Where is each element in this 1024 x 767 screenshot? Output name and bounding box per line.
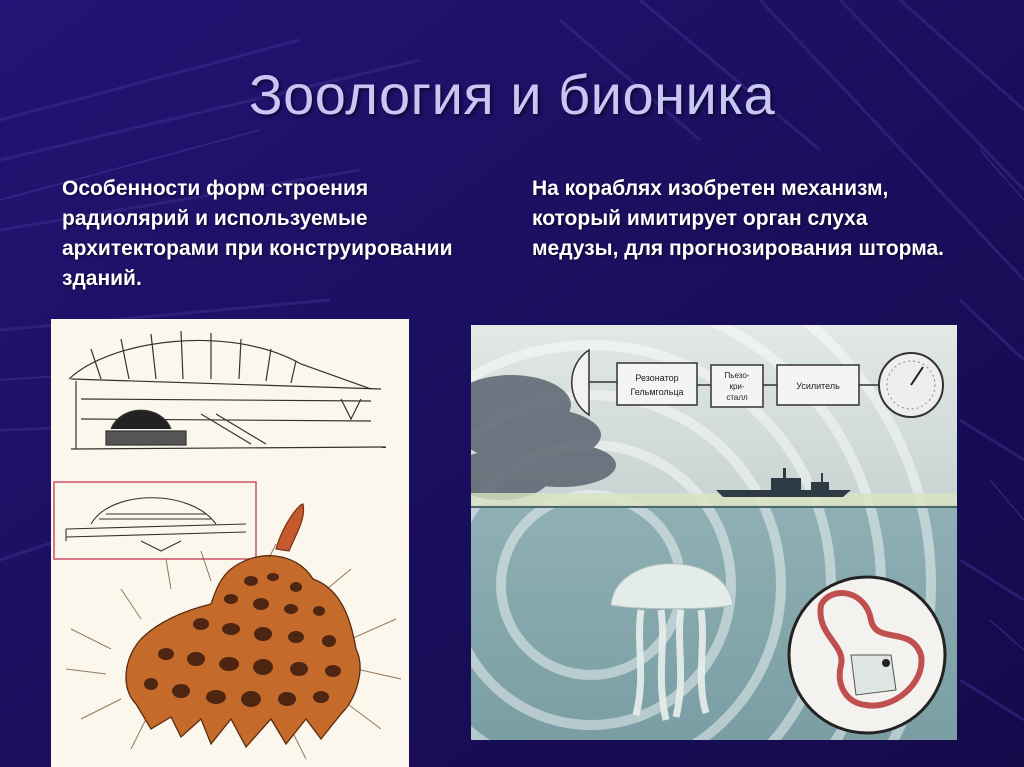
box-amplifier-label: Усилитель <box>796 381 840 391</box>
gauge-icon <box>879 353 943 417</box>
dome-building-drawing <box>69 331 386 449</box>
box-resonator <box>617 363 697 405</box>
left-description: Особенности форм строения радиолярий и используемые архитекторами при конструировании зданий. <box>62 177 453 290</box>
box-resonator-label-1: Резонатор <box>635 373 679 383</box>
box-resonator-label-2: Гельмгольца <box>630 387 684 397</box>
radiolarian-architecture-image <box>51 319 409 767</box>
jellyfish-storm-detector-image <box>471 325 957 740</box>
box-piezo-label-1: Пьезо- <box>724 371 750 380</box>
slide-title: Зоология и бионика <box>248 63 776 126</box>
box-piezo-label-3: сталл <box>726 393 748 402</box>
radiolarian-drawing <box>66 504 401 759</box>
box-piezo-label-2: кри- <box>729 382 745 391</box>
right-description: На кораблях изобретен механизм, который имитирует орган слуха медузы, для прогнозирования шторма. <box>532 177 944 260</box>
jellyfish-ear-closeup <box>789 577 945 733</box>
